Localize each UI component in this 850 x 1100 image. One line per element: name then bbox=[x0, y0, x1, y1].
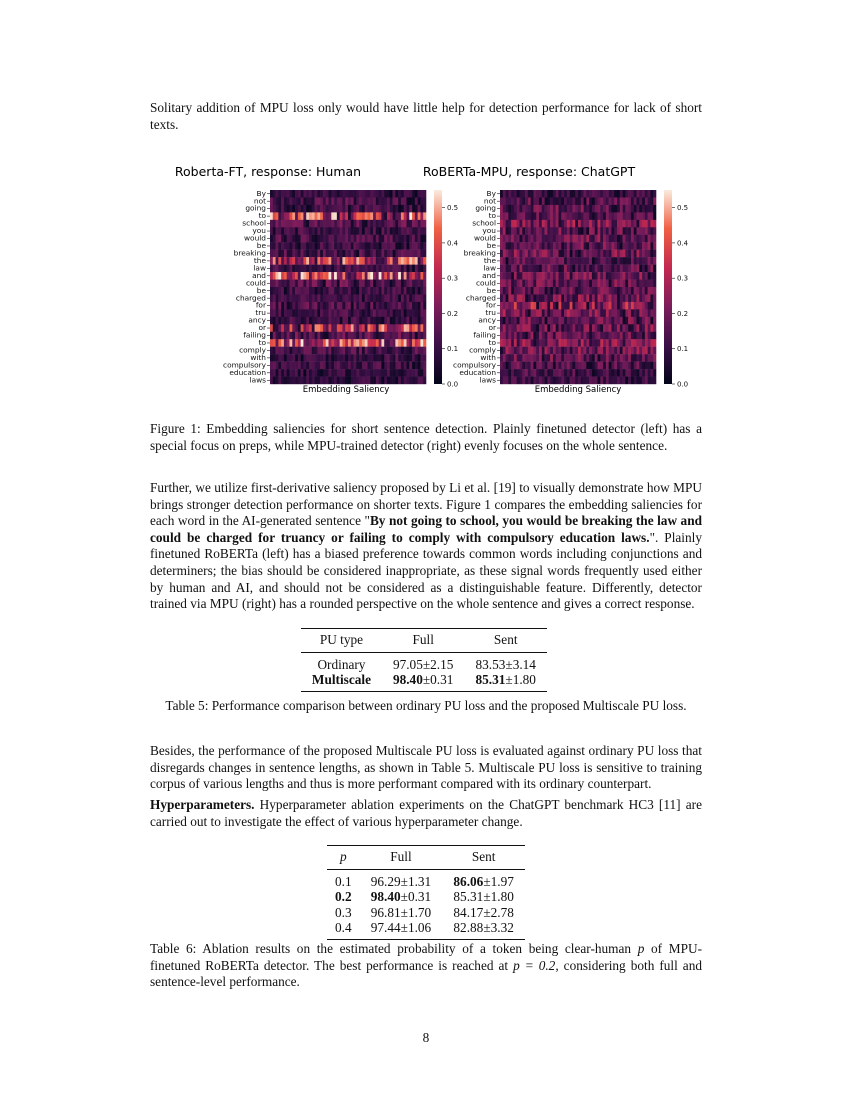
table5-cell-full: 98.40±0.31 bbox=[382, 672, 465, 691]
word-label: charged bbox=[465, 293, 496, 303]
word-label: ancy bbox=[248, 315, 266, 325]
colorbar-tick-label: 0.4 bbox=[447, 239, 459, 248]
intro-paragraph: Solitary addition of MPU loss only would have little help for detection performance for lack of short texts. bbox=[150, 100, 702, 132]
further-text-pre: Further, we utilize first-derivative saliency proposed by Li et al. [19] to visually demonstrate how MPU brings stronger detection performance on shorter texts. Figure 1 compares the embedding saliencies for each word in the AI-generated sentence " bbox=[150, 480, 702, 529]
word-label: you bbox=[252, 226, 266, 236]
table-row bbox=[327, 869, 525, 889]
word-label: the bbox=[483, 255, 496, 265]
colorbar-tick-label: 0.0 bbox=[447, 380, 459, 389]
colorbar-tick-label: 0.5 bbox=[677, 204, 689, 213]
word-label: to bbox=[258, 211, 266, 221]
word-label: with bbox=[480, 352, 496, 362]
word-label: for bbox=[485, 300, 496, 310]
table-6 bbox=[327, 845, 525, 940]
table-6-caption: Table 6: Ablation results on the estimated probability of a token being clear-human p of MPU-finetuned RoBERTa detector. The best performance is reached at p = 0.2, considering both full and sentence-level performance. bbox=[150, 941, 702, 990]
table6-header-full: Full bbox=[360, 846, 443, 870]
word-label: and bbox=[482, 270, 496, 280]
table5-header-type: PU type bbox=[301, 629, 382, 653]
table5-header-full: Full bbox=[382, 629, 465, 653]
colorbar-tick-label: 0.0 bbox=[677, 380, 689, 389]
word-label: going bbox=[245, 203, 266, 213]
colorbar-tick-label: 0.1 bbox=[447, 345, 459, 354]
word-label: By bbox=[256, 188, 266, 198]
word-label: be bbox=[256, 241, 266, 251]
table6-cell-p: 0.2 bbox=[335, 889, 352, 904]
table5-cell-sent: 85.31±1.80 bbox=[464, 672, 547, 691]
word-label: failing bbox=[473, 330, 496, 340]
word-label: or bbox=[258, 323, 266, 333]
heatmap-right-title: RoBERTa-MPU, response: ChatGPT bbox=[422, 164, 636, 179]
word-label: with bbox=[250, 352, 266, 362]
table5-cell-full: 97.05±2.15 bbox=[392, 656, 454, 672]
heatmap-left-xlabel: Embedding Saliency bbox=[302, 385, 390, 395]
word-label: be bbox=[486, 241, 496, 251]
word-label: and bbox=[252, 270, 266, 280]
table6-header-sent: Sent bbox=[442, 846, 525, 870]
heatmap-right bbox=[423, 164, 689, 395]
colorbar-tick-label: 0.2 bbox=[447, 309, 459, 318]
word-label: be bbox=[486, 285, 496, 295]
word-label: laws bbox=[249, 375, 266, 385]
word-label: school bbox=[242, 218, 266, 228]
table5-cell-type: Multiscale bbox=[301, 672, 382, 691]
hyperparameters-paragraph bbox=[150, 797, 702, 830]
colorbar-tick-label: 0.3 bbox=[677, 274, 689, 283]
table5-header-sent: Sent bbox=[464, 629, 547, 653]
word-label: laws bbox=[479, 375, 496, 385]
hyperparameters-heading: Hyperparameters. bbox=[150, 797, 255, 812]
table6-cell-p: 0.4 bbox=[327, 920, 360, 939]
figure-1 bbox=[174, 160, 700, 400]
further-paragraph bbox=[150, 480, 702, 613]
word-label: compulsory bbox=[223, 360, 266, 370]
further-quoted-sentence: By not going to school, you would be breaking the law and could be charged for truancy or failing to comply with compulsory education laws. bbox=[150, 513, 702, 545]
word-label: you bbox=[482, 226, 496, 236]
word-label: By bbox=[486, 188, 496, 198]
word-label: to bbox=[258, 338, 266, 348]
word-label: to bbox=[488, 211, 496, 221]
word-label: the bbox=[253, 255, 266, 265]
word-label: law bbox=[483, 263, 496, 273]
table-row bbox=[327, 920, 525, 939]
word-label: not bbox=[483, 196, 496, 206]
table6-cell-full: 97.44±1.06 bbox=[360, 920, 443, 939]
word-label: ancy bbox=[478, 315, 496, 325]
word-label: for bbox=[255, 300, 266, 310]
word-label: not bbox=[253, 196, 266, 206]
heatmap-right-xlabel: Embedding Saliency bbox=[534, 385, 622, 395]
table6-cell-sent: 86.06±1.97 bbox=[453, 873, 514, 889]
table6-cell-p: 0.1 bbox=[335, 873, 352, 889]
colorbar-left bbox=[434, 190, 442, 384]
heatmap-left-title: Roberta-FT, response: Human bbox=[174, 164, 362, 179]
word-label: would bbox=[244, 233, 266, 243]
word-label: would bbox=[474, 233, 496, 243]
word-label: breaking bbox=[463, 248, 496, 258]
table6-cell-sent: 84.17±2.78 bbox=[453, 904, 514, 920]
word-label: could bbox=[475, 278, 496, 288]
table5-cell-sent: 83.53±3.14 bbox=[475, 656, 536, 672]
table6-cell-full: 98.40±0.31 bbox=[370, 889, 432, 904]
colorbar-tick-label: 0.1 bbox=[677, 345, 689, 354]
table-row bbox=[301, 652, 547, 672]
word-label: tru bbox=[485, 308, 496, 318]
word-label: education bbox=[229, 367, 266, 377]
colorbar-tick-label: 0.3 bbox=[447, 274, 459, 283]
table6-header-p: p bbox=[327, 846, 360, 870]
word-label: school bbox=[472, 218, 496, 228]
table-row bbox=[327, 905, 525, 921]
word-label: failing bbox=[243, 330, 266, 340]
word-label: be bbox=[256, 285, 266, 295]
table5-cell-type: Ordinary bbox=[317, 656, 366, 672]
word-label: to bbox=[488, 338, 496, 348]
besides-paragraph: Besides, the performance of the proposed Multiscale PU loss is evaluated against ordinary PU loss that disregards changes in sentence lengths, as shown in Table 5. Multiscale PU loss is sensitive to training corpus of various lengths and thus is more performant compared with its ordinary counterpart. bbox=[150, 743, 702, 792]
table6-cell-full: 96.81±1.70 bbox=[370, 904, 432, 920]
heatmap-left bbox=[175, 164, 459, 395]
table6-cell-sent: 82.88±3.32 bbox=[442, 920, 525, 939]
further-text-post: ". Plainly finetuned RoBERTa (left) has a biased preference towards common words including conjunctions and determiners; the bias should be considered inappropriate, as these signal words frequently used either by human and AI, and should not be considered as a distinguishable feature. Differently, detector trained via MPU (right) has a rounded perspective on the whole sentence and gives a correct response. bbox=[150, 529, 702, 612]
colorbar-right bbox=[664, 190, 672, 384]
figure-1-caption: Figure 1: Embedding saliencies for short sentence detection. Plainly finetuned detector (left) has a special focus on preps, while MPU-trained detector (right) evenly focuses on the whole sentence. bbox=[150, 421, 702, 453]
word-label: comply bbox=[469, 345, 496, 355]
table-5-caption: Table 5: Performance comparison between ordinary PU loss and the proposed Multiscale PU loss. bbox=[165, 698, 687, 713]
word-label: breaking bbox=[233, 248, 266, 258]
table-row bbox=[301, 672, 547, 691]
page-number: 8 bbox=[422, 1030, 430, 1045]
word-label: could bbox=[245, 278, 266, 288]
word-label: charged bbox=[235, 293, 266, 303]
colorbar-tick-label: 0.4 bbox=[677, 239, 689, 248]
word-label: tru bbox=[255, 308, 266, 318]
word-label: education bbox=[459, 367, 496, 377]
hyperparameters-text: Hyperparameter ablation experiments on the ChatGPT benchmark HC3 [11] are carried out to investigate the effect of various hyperparameter change. bbox=[150, 797, 702, 829]
word-label: law bbox=[253, 263, 266, 273]
colorbar-tick-label: 0.2 bbox=[677, 309, 689, 318]
table6-cell-full: 96.29±1.31 bbox=[370, 873, 432, 889]
table6-cell-p: 0.3 bbox=[335, 904, 352, 920]
word-label: going bbox=[475, 203, 496, 213]
table-row bbox=[327, 889, 525, 905]
word-label: or bbox=[488, 323, 496, 333]
table-5 bbox=[301, 628, 547, 692]
word-label: comply bbox=[239, 345, 266, 355]
colorbar-tick-label: 0.5 bbox=[447, 204, 459, 213]
table6-cell-sent: 85.31±1.80 bbox=[453, 889, 514, 904]
saliency-heatmaps bbox=[174, 160, 700, 400]
word-label: compulsory bbox=[453, 360, 496, 370]
